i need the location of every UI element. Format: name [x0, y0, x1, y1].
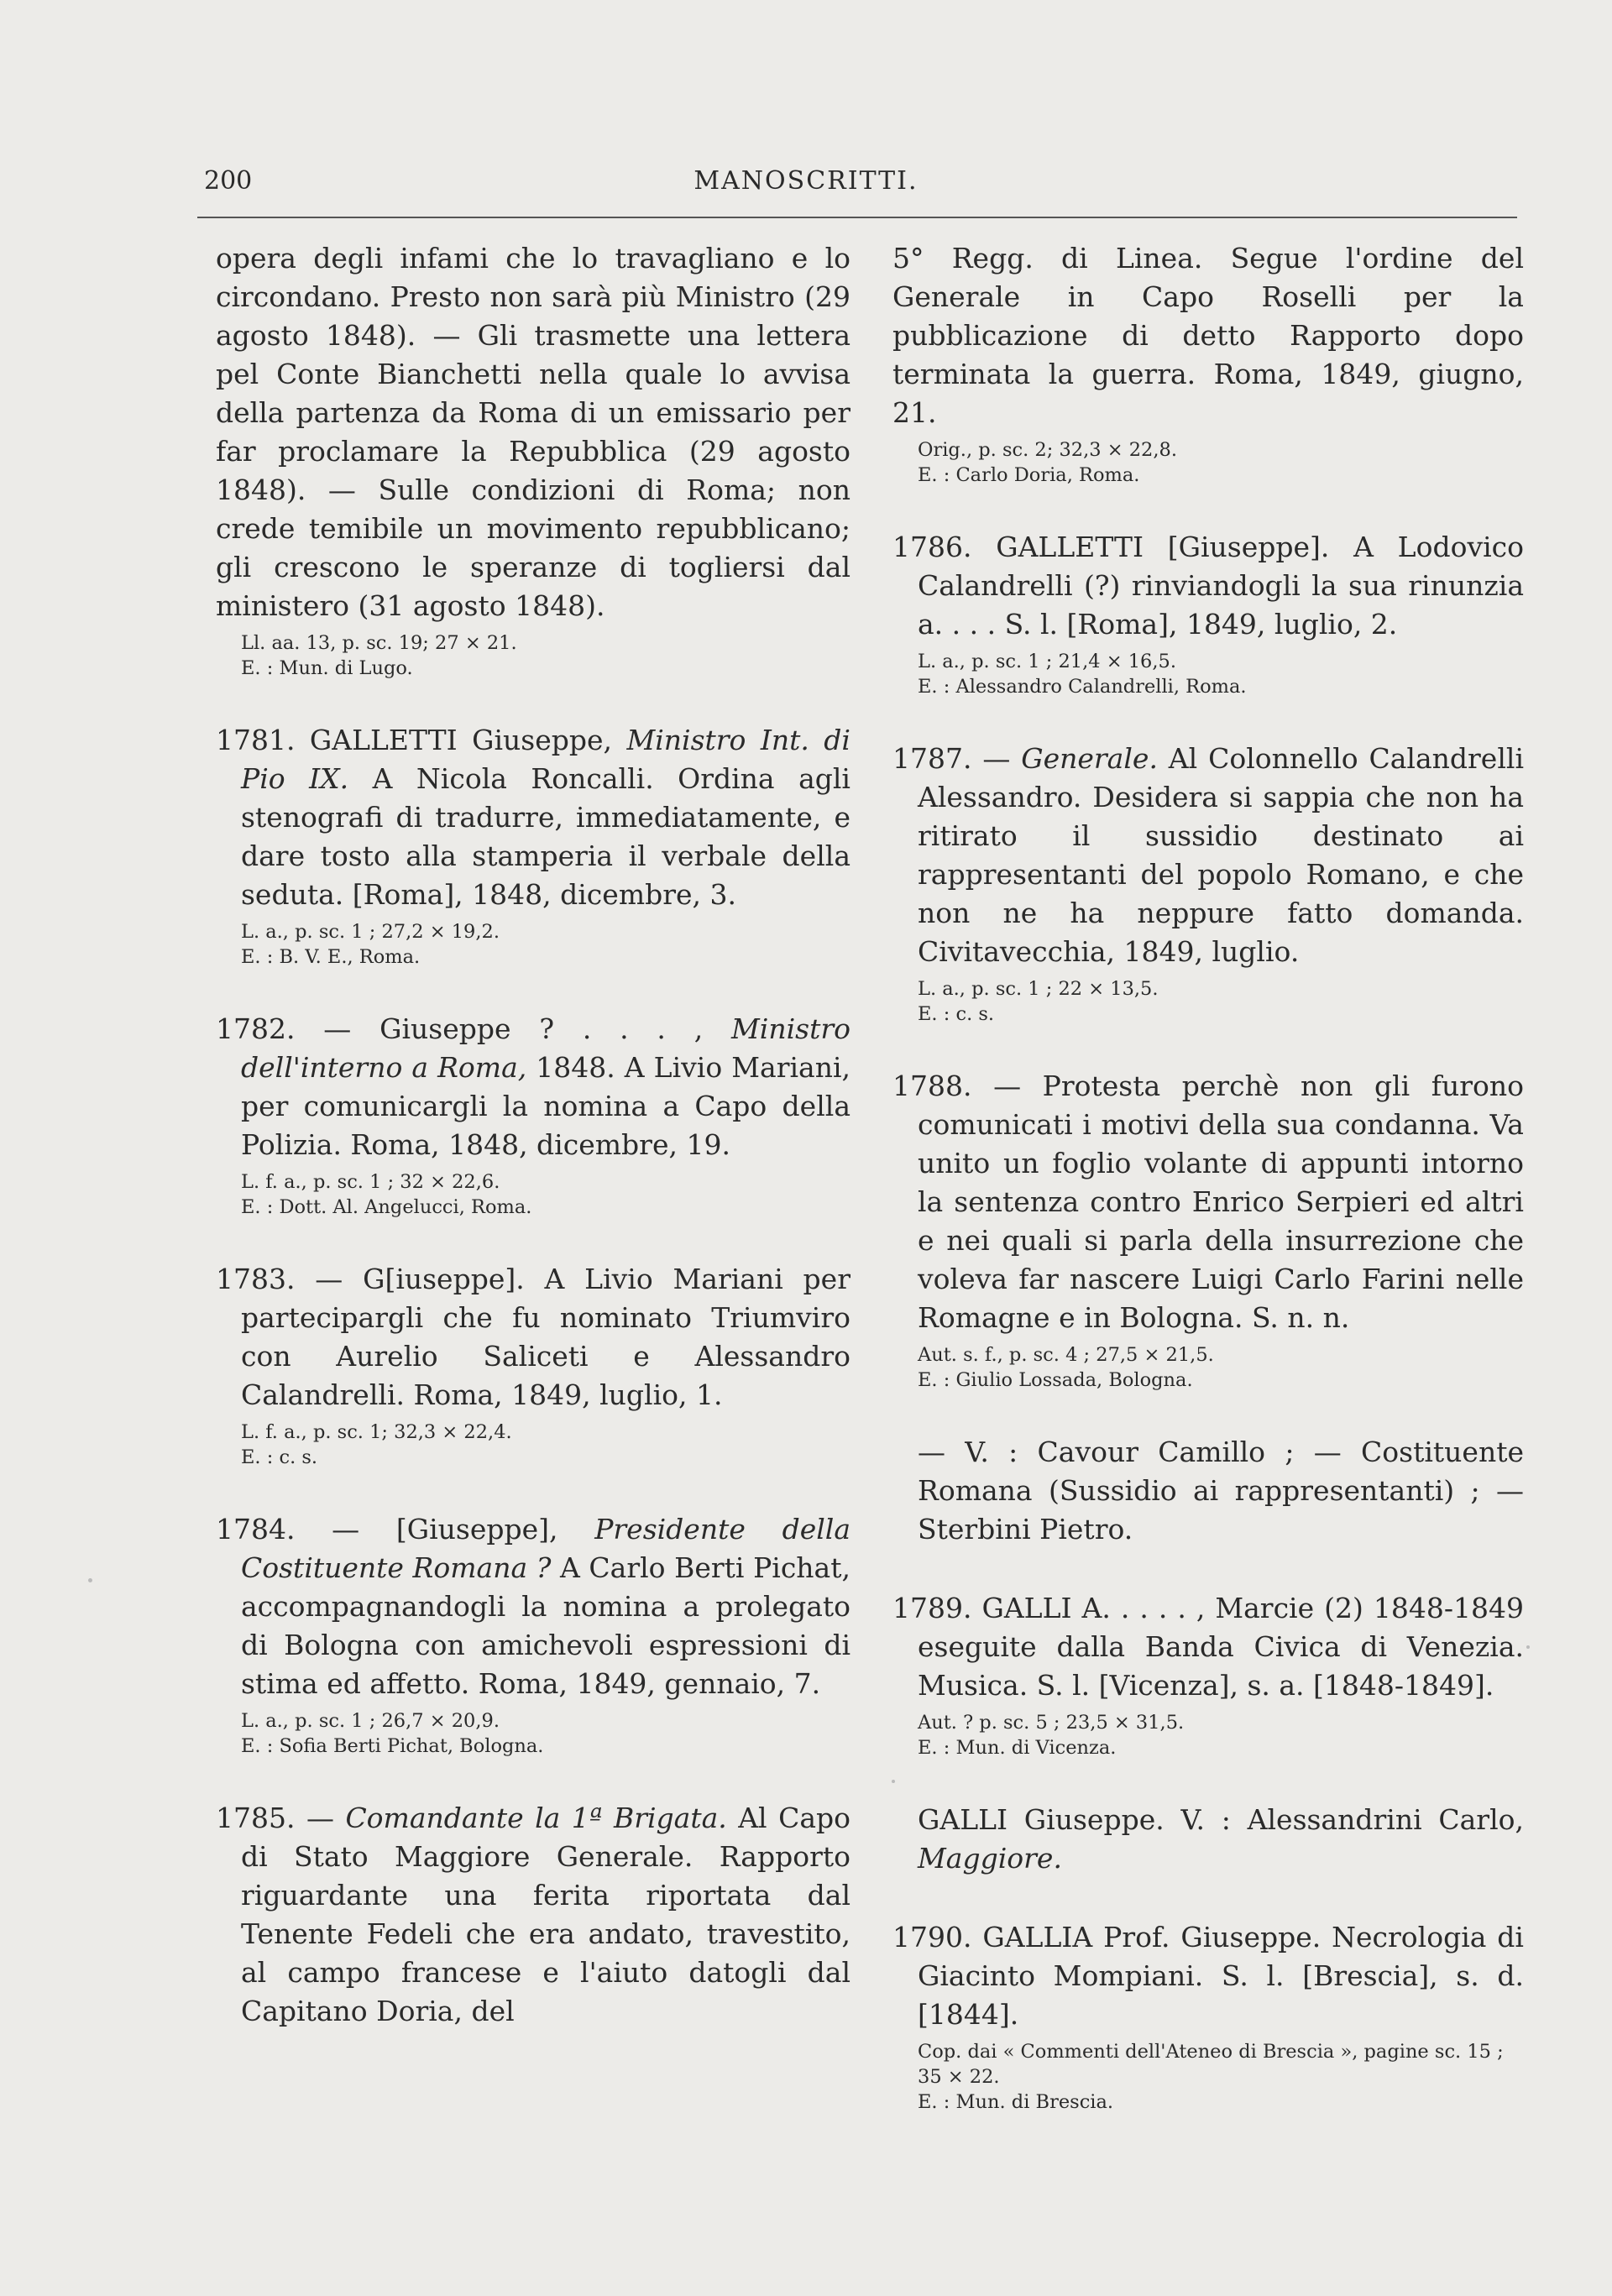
page-number: 200: [204, 166, 253, 196]
entry-number: 1787.: [892, 742, 972, 775]
entry-body: Al Capo di Stato Maggiore Generale. Rapporto riguardante una ferita riportata dal Tenente Fedeli che era andato, travestito, al campo francese e l'aiuto datogli dal Capitano Doria, del: [241, 1802, 850, 2027]
entry-number: 1790.: [892, 1921, 972, 1953]
entry-body: A Carlo Berti Pichat, accompagnandogli la nomina a prolegato di Bologna con amichevoli espressioni di stima ed affetto. Roma, 1849, gennaio, 7.: [241, 1551, 850, 1700]
paper-speck: [892, 1780, 895, 1783]
entry-text: [892, 528, 1524, 644]
entry-title: Comandante la 1ª Brigata.: [345, 1802, 727, 1834]
owner-line: E. : Sofia Berti Pichat, Bologna.: [241, 1735, 544, 1757]
entry-1790: [892, 1918, 1524, 2115]
entry-1787: [892, 740, 1524, 1027]
entry-1783: [216, 1260, 850, 1470]
entry-description: [892, 976, 1524, 1027]
cross-reference-text: [892, 1801, 1524, 1878]
paper-speck: [1526, 1645, 1530, 1649]
entry-description: [892, 437, 1524, 488]
entry-body: GALLIA Prof. Giuseppe. Necrologia di Giacinto Mompiani. S. l. [Brescia], s. d. [1844].: [918, 1921, 1524, 2031]
entry-number: 1782.: [216, 1012, 296, 1045]
right-column: [892, 239, 1524, 2115]
owner-line: E. : c. s.: [241, 1446, 318, 1468]
entry-description: [892, 2039, 1524, 2115]
entry-lead: — [Giuseppe],: [295, 1513, 595, 1545]
running-header: MANOSCRITTI.: [693, 166, 919, 196]
entry-text: opera degli infami che lo travagliano e lo circondano. Presto non sarà più Ministro (29 agosto 1848). — Gli trasmette una lettera pel Conte Bianchetti nella quale lo avvisa della partenza da Roma di un emissario per far proclamare la Repubblica (29 agosto 1848). — Sulle condizioni di Roma; non crede temibile un movimento repubblicano; gli crescono le speranze di togliersi dal ministero (31 agosto 1848).: [216, 242, 850, 622]
owner-line: E. : Dott. Al. Angelucci, Roma.: [241, 1196, 532, 1218]
entry-1786: [892, 528, 1524, 699]
cross-reference-title: Maggiore.: [918, 1842, 1062, 1875]
entry-number: 1785.: [216, 1802, 296, 1834]
entry-lead: GALLETTI Giuseppe,: [295, 724, 627, 756]
entry-number: 1786.: [892, 531, 972, 563]
entry-text: [892, 1918, 1524, 2034]
physical-description: L. f. a., p. sc. 1 ; 32 × 22,6.: [241, 1171, 500, 1193]
entry-body: GALLETTI [Giuseppe]. A Lodovico Calandrelli (?) rinviandogli la sua rinunzia a. . . . S. l. [Roma], 1849, luglio, 2.: [918, 531, 1524, 641]
entry-text: [216, 1010, 850, 1164]
physical-description: Cop. dai « Commenti dell'Ateneo di Brescia », pagine sc. 15 ; 35 × 22.: [918, 2041, 1504, 2088]
entry-continuation-right: [892, 239, 1524, 488]
owner-line: E. : c. s.: [918, 1003, 995, 1025]
entry-body: — G[iuseppe]. A Livio Mariani per partecipargli che fu nominato Triumviro con Aurelio Saliceti e Alessandro Calandrelli. Roma, 1849, luglio, 1.: [241, 1263, 850, 1411]
owner-line: E. : Mun. di Vicenza.: [918, 1737, 1117, 1759]
entry-description: [892, 1342, 1524, 1393]
entry-description: [216, 919, 850, 970]
cross-reference-lead: GALLI Giuseppe. V. : Alessandrini Carlo,: [918, 1803, 1524, 1836]
entry-body: GALLI A. . . . . , Marcie (2) 1848-1849 eseguite dalla Banda Civica di Venezia. Musica. S. l. [Vicenza], s. a. [1848-1849].: [918, 1592, 1524, 1702]
physical-description: Aut. ? p. sc. 5 ; 23,5 × 31,5.: [918, 1712, 1185, 1734]
entry-1789: [892, 1589, 1524, 1760]
entry-1782: [216, 1010, 850, 1220]
entry-description: [216, 1169, 850, 1220]
entry-lead: — Giuseppe ? . . . ,: [295, 1012, 731, 1045]
owner-line: E. : Giulio Lossada, Bologna.: [918, 1369, 1193, 1391]
entry-text: [892, 1589, 1524, 1705]
entry-description: [216, 630, 850, 681]
entry-body: A Nicola Roncalli. Ordina agli stenografi di tradurre, immediatamente, e dare tosto alla stamperia il verbale della seduta. [Roma], 1848, dicembre, 3.: [241, 762, 850, 911]
physical-description: Ll. aa. 13, p. sc. 19; 27 × 21.: [241, 632, 517, 654]
entry-text: [216, 1799, 850, 2031]
physical-description: Orig., p. sc. 2; 32,3 × 22,8.: [918, 439, 1177, 461]
entry-continuation-left: [216, 239, 850, 681]
entry-title: Generale.: [1021, 742, 1158, 775]
header-rule: [197, 217, 1517, 218]
paper-speck: [88, 1578, 92, 1582]
physical-description: L. a., p. sc. 1 ; 26,7 × 20,9.: [241, 1710, 500, 1732]
entry-body: — Protesta perchè non gli furono comunicati i motivi della sua condanna. Va unito un foglio volante di appunti intorno la sentenza contro Enrico Serpieri ed altri e nei quali si parla della insurrezione che voleva far nascere Luigi Carlo Farini nelle Romagne e in Bologna. S. n. n.: [918, 1070, 1524, 1334]
owner-line: E. : Alessandro Calandrelli, Roma.: [918, 676, 1247, 698]
entry-body: Al Colonnello Calandrelli Alessandro. Desidera si sappia che non ha ritirato il sussidio destinato ai rappresentanti del popolo Romano, e che non ne ha neppure fatto domanda. Civitavecchia, 1849, luglio.: [918, 742, 1524, 968]
owner-line: E. : B. V. E., Roma.: [241, 946, 421, 968]
entry-lead: —: [295, 1802, 346, 1834]
entry-description: [892, 1710, 1524, 1760]
physical-description: L. a., p. sc. 1 ; 22 × 13,5.: [918, 978, 1159, 1000]
entry-body: 1848. A Livio Mariani, per comunicargli la nomina a Capo della Polizia. Roma, 1848, dicembre, 19.: [241, 1051, 850, 1161]
entry-1781: [216, 721, 850, 970]
entry-text: [216, 721, 850, 914]
entry-text: [892, 740, 1524, 971]
entry-description: [892, 649, 1524, 699]
see-also-text: — V. : Cavour Camillo ; — Costituente Romana (Sussidio ai rappresentanti) ; — Sterbini Pietro.: [918, 1436, 1524, 1545]
entry-number: 1783.: [216, 1263, 296, 1295]
entry-1784: [216, 1510, 850, 1759]
entry-number: 1784.: [216, 1513, 296, 1545]
entry-text: [216, 1260, 850, 1415]
entry-title: Presidente della Costituente Romana ?: [241, 1513, 851, 1584]
entry-lead: —: [971, 742, 1022, 775]
entry-description: [216, 1708, 850, 1759]
entry-title: Ministro dell'interno a Roma,: [241, 1012, 850, 1084]
entry-1785: [216, 1799, 850, 2031]
owner-line: E. : Mun. di Lugo.: [241, 657, 413, 679]
entry-description: [216, 1420, 850, 1470]
entry-number: 1781.: [216, 724, 296, 756]
entry-number: 1789.: [892, 1592, 972, 1624]
entry-title: Ministro Int. di Pio IX.: [241, 724, 850, 795]
owner-line: E. : Carlo Doria, Roma.: [918, 464, 1140, 486]
owner-line: E. : Mun. di Brescia.: [918, 2091, 1114, 2113]
entry-text: 5° Regg. di Linea. Segue l'ordine del Generale in Capo Roselli per la pubblicazione di detto Rapporto dopo terminata la guerra. Roma, 1849, giugno, 21.: [892, 242, 1524, 429]
left-column: [216, 239, 850, 2031]
entry-1788: [892, 1067, 1524, 1393]
entry-number: 1788.: [892, 1070, 972, 1102]
cross-reference-galli-giuseppe: [892, 1801, 1524, 1878]
physical-description: L. a., p. sc. 1 ; 27,2 × 19,2.: [241, 921, 500, 943]
physical-description: Aut. s. f., p. sc. 4 ; 27,5 × 21,5.: [918, 1344, 1214, 1366]
entry-text: [892, 1067, 1524, 1337]
physical-description: L. f. a., p. sc. 1; 32,3 × 22,4.: [241, 1421, 512, 1443]
see-also-cross-reference: [892, 1433, 1524, 1549]
entry-text: [216, 1510, 850, 1703]
physical-description: L. a., p. sc. 1 ; 21,4 × 16,5.: [918, 651, 1176, 672]
